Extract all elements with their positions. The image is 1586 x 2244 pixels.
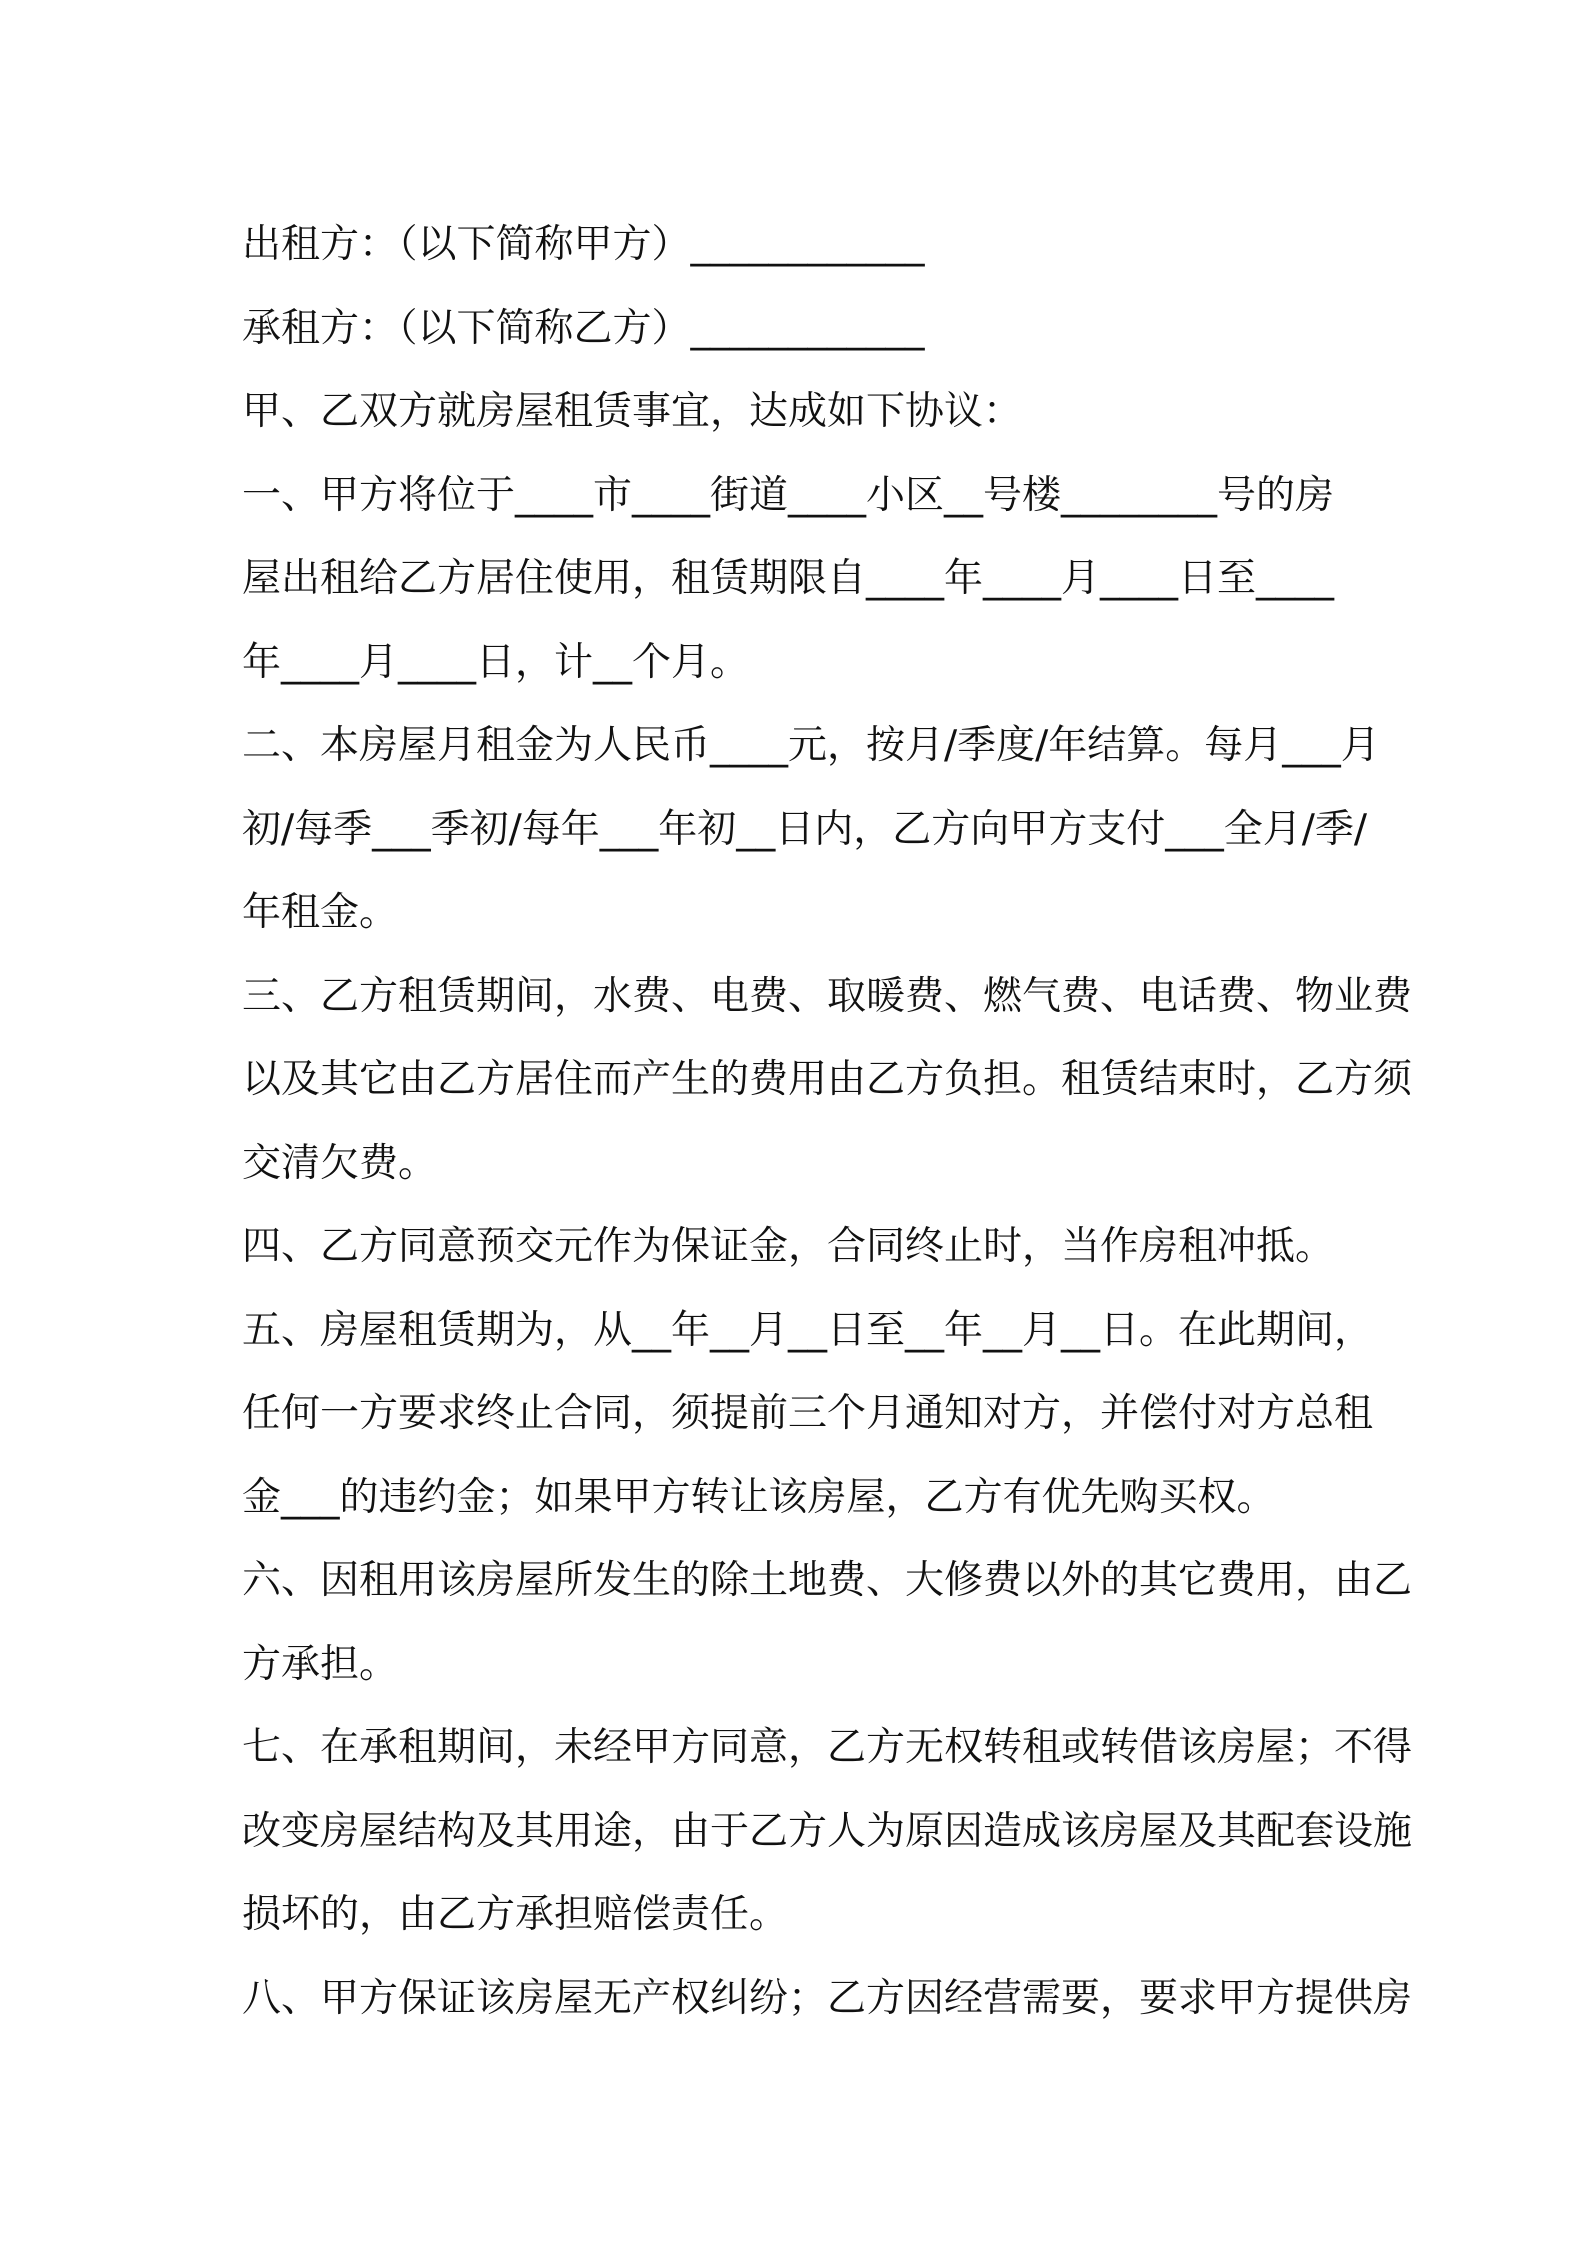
clause-5-line-1: 五、房屋租赁期为，从__年__月__日至__年__月__日。在此期间， — [242, 1307, 1374, 1353]
clause-6-line-2: 方承担。 — [242, 1641, 399, 1687]
clause-1-line-1: 一、甲方将位于____市____街道____小区__号楼________号的房 — [242, 472, 1335, 518]
clause-3-line-1: 三、乙方租赁期间，水费、电费、取暖费、燃气费、电话费、物业费 — [242, 973, 1413, 1019]
contract-document — [242, 203, 1413, 2040]
clause-2-line-1: 二、本房屋月租金为人民币____元，按月/季度/年结算。每月___月 — [242, 723, 1380, 768]
clause-4-line-1: 四、乙方同意预交元作为保证金，合同终止时，当作房租冲抵。 — [242, 1224, 1335, 1269]
clause-7-line-1: 七、在承租期间，未经甲方同意，乙方无权转租或转借该房屋；不得 — [242, 1725, 1413, 1770]
clause-6-line-1: 六、因租用该房屋所发生的除土地费、大修费以外的其它费用，由乙 — [242, 1558, 1413, 1603]
clause-3-line-3: 交清欠费。 — [242, 1140, 438, 1186]
agreement-intro: 甲、乙双方就房屋租赁事宜，达成如下协议： — [242, 389, 1023, 434]
clause-1-line-3: 年____月____日，计__个月。 — [242, 639, 750, 685]
clause-7-line-2: 改变房屋结构及其用途，由于乙方人为原因造成该房屋及其配套设施 — [242, 1808, 1413, 1854]
clause-3-line-2: 以及其它由乙方居住而产生的费用由乙方负担。租赁结束时，乙方须 — [242, 1057, 1413, 1102]
clause-7-line-3: 损坏的，由乙方承担赔偿责任。 — [242, 1892, 789, 1937]
clause-5-line-2: 任何一方要求终止合同，须提前三个月通知对方，并偿付对方总租 — [242, 1391, 1374, 1436]
clause-8-line-1: 八、甲方保证该房屋无产权纠纷；乙方因经营需要，要求甲方提供房 — [242, 1975, 1413, 2021]
lessee-line: 承租方：（以下简称乙方）____________ — [242, 305, 925, 351]
clause-2-line-3: 年租金。 — [242, 890, 399, 935]
clause-1-line-2: 屋出租给乙方居住使用，租赁期限自____年____月____日至____ — [242, 556, 1335, 601]
clause-5-line-3: 金___的违约金；如果甲方转让该房屋，乙方有优先购买权。 — [242, 1474, 1276, 1520]
clause-2-line-2: 初/每季___季初/每年___年初__日内，乙方向甲方支付___全月/季/ — [242, 806, 1368, 852]
lessor-line: 出租方：（以下简称甲方）____________ — [242, 222, 925, 267]
